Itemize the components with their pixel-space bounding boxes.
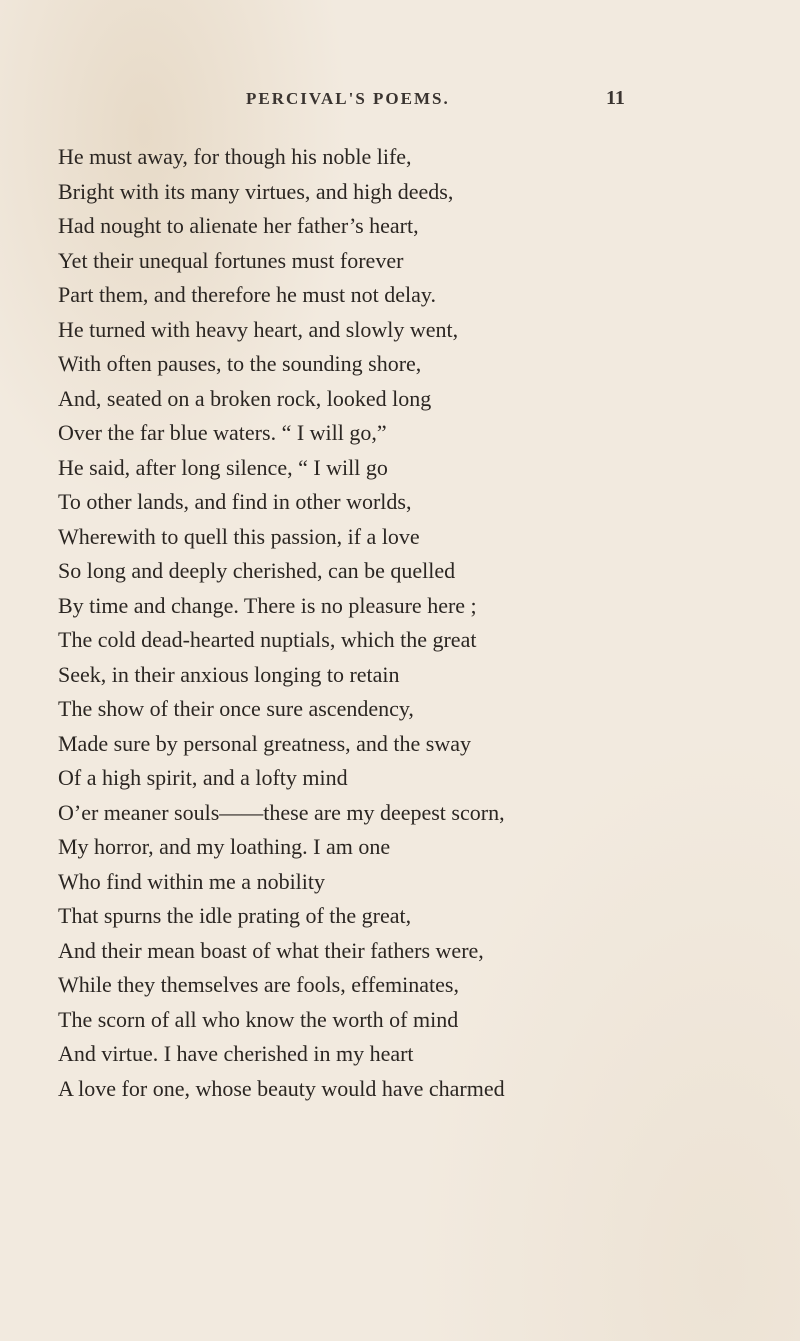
poem-line: That spurns the idle prating of the great, — [58, 903, 412, 928]
poem-line: Had nought to alienate her father’s heart, — [58, 213, 419, 238]
poem-line: Who find within me a nobility — [58, 868, 326, 894]
poem-line: To other lands, and find in other worlds, — [58, 489, 412, 514]
poem-line: Of a high spirit, and a lofty mind — [58, 765, 348, 790]
poem-line: Made sure by personal greatness, and the sway — [58, 730, 471, 756]
poem-line: Bright with its many virtues, and high deeds, — [58, 178, 454, 204]
poem-line: Part them, and therefore he must not delay. — [58, 282, 436, 307]
poem-line: And virtue. I have cherished in my heart — [58, 1041, 414, 1066]
poem-line: Yet their unequal fortunes must forever — [58, 247, 404, 273]
poem-line: The cold dead-hearted nuptials, which the great — [58, 627, 477, 652]
poem-line: He must away, for though his noble life, — [58, 144, 412, 169]
page-number: 11 — [606, 87, 625, 109]
poem-line: Seek, in their anxious longing to retain — [58, 661, 400, 687]
poem-line: Wherewith to quell this passion, if a love — [58, 523, 420, 549]
poem-text — [58, 140, 768, 1106]
poem-line: The scorn of all who know the worth of mind — [58, 1006, 459, 1032]
poem-line: And, seated on a broken rock, looked long — [58, 385, 432, 411]
poem-line: He turned with heavy heart, and slowly went, — [58, 316, 459, 342]
poem-line: By time and change. There is no pleasure here ; — [58, 592, 477, 618]
poem-line: O’er meaner souls——these are my deepest scorn, — [58, 799, 505, 825]
page-header — [0, 85, 800, 115]
poem-line: The show of their once sure ascendency, — [58, 696, 414, 721]
poem-line: A love for one, whose beauty would have charmed — [58, 1075, 505, 1101]
poem-line: While they themselves are fools, effeminates, — [58, 972, 459, 997]
poem-line: My horror, and my loathing. I am one — [58, 834, 391, 859]
running-title: PERCIVAL'S POEMS. — [246, 89, 450, 108]
poem-line: Over the far blue waters. “ I will go,” — [58, 420, 387, 445]
poem-line: So long and deeply cherished, can be quelled — [58, 558, 456, 583]
poem-line: And their mean boast of what their fathers were, — [58, 937, 484, 963]
poem-line: With often pauses, to the sounding shore, — [58, 351, 422, 376]
poem-line: He said, after long silence, “ I will go — [58, 454, 388, 480]
